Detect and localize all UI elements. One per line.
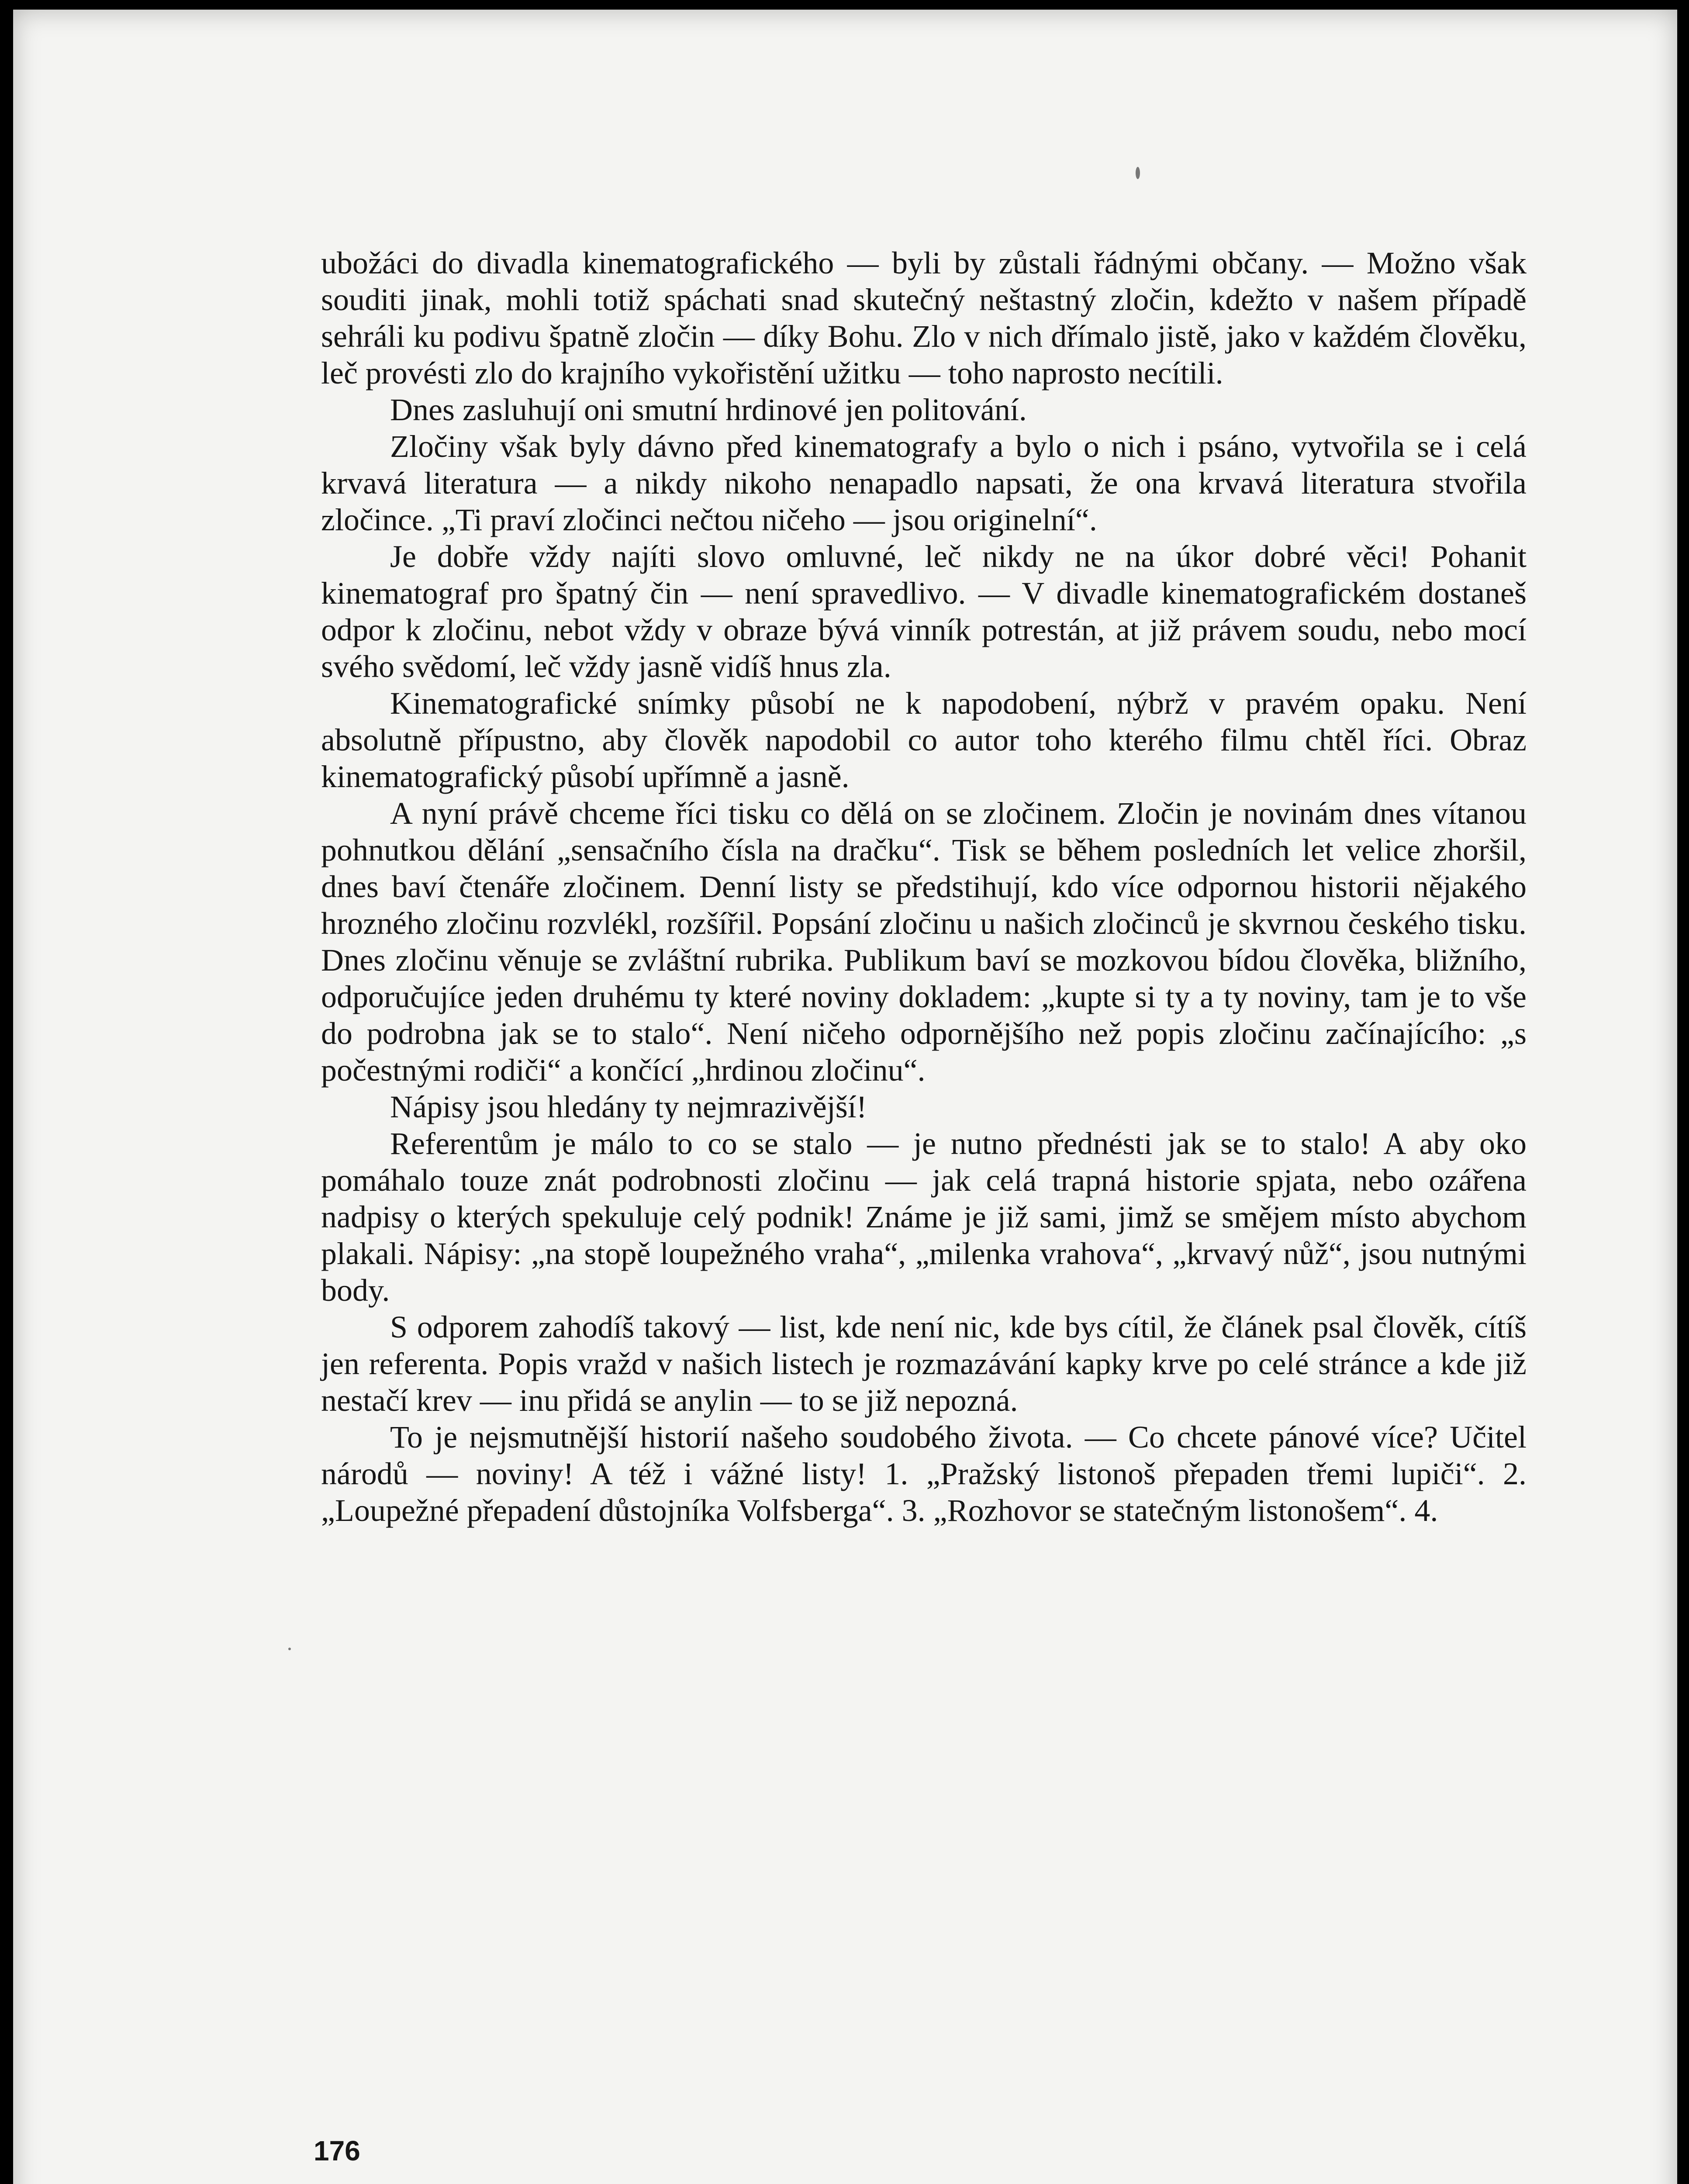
scanned-page (13, 10, 1677, 2184)
paragraph: Je dobře vždy najíti slovo omluvné, leč nikdy ne na úkor dobré věci! Pohanit kinematograf pro špatný čin — není spravedlivo. — V divadle kinematografickém dostaneš odpor k zločinu, nebot vždy v obraze bývá vinník potrestán, at již právem soudu, nebo mocí svého svědomí, leč vždy jasně vidíš hnus zla. (321, 539, 1527, 684)
paragraph: Zločiny však byly dávno před kinematografy a bylo o nich i psáno, vytvořila se i celá krvavá literatura — a nikdy nikoho nenapadlo napsati, že ona krvavá literatura stvořila zločince. „Ti praví zločinci nečtou ničeho — jsou originelní“. (321, 429, 1527, 537)
paragraph: S odporem zahodíš takový — list, kde není nic, kde bys cítil, že článek psal člověk, cítíš jen referenta. Popis vražd v našich listech je rozmazávání kapky krve po celé stránce a kde již nestačí krev — inu přidá se anylin — to se již nepozná. (321, 1310, 1527, 1418)
paragraph: ubožáci do divadla kinematografického — byli by zůstali řádnými občany. — Možno však souditi jinak, mohli totiž spáchati snad skutečný neštastný zločin, kdežto v našem případě sehráli ku podivu špatně zločin — díky Bohu. Zlo v nich dřímalo jistě, jako v každém člověku, leč provésti zlo do krajního vykořistění užitku — toho naprosto necítili. (321, 245, 1527, 390)
paper-speck (288, 1648, 291, 1650)
paragraph: Dnes zasluhují oni smutní hrdinové jen politování. (390, 392, 1027, 427)
paragraph: Referentům je málo to co se stalo — je nutno přednésti jak se to stalo! A aby oko pomáhalo touze znát podrobnosti zločinu — jak celá trapná historie spjata, nebo ozářena nadpisy o kterých spekuluje celý podnik! Známe je již sami, jimž se smějem místo abychom plakali. Nápisy: „na stopě loupežného vraha“, „milenka vrahova“, „krvavý nůž“, jsou nutnými body. (321, 1126, 1527, 1308)
paragraph: To je nejsmutnější historií našeho soudobého života. — Co chcete pánové více? Učitel národů — noviny! A též i vážné listy! 1. „Pražský listonoš přepaden třemi lupiči“. 2. „Loupežné přepadení důstojníka Volfsberga“. 3. „Rozhovor se statečným listonošem“. 4. (321, 1420, 1527, 1528)
paragraph: Kinematografické snímky působí ne k napodobení, nýbrž v pravém opaku. Není absolutně přípustno, aby člověk napodobil co autor toho kterého filmu chtěl říci. Obraz kinematografický působí upřímně a jasně. (321, 686, 1527, 794)
paper-speck (1136, 167, 1140, 179)
body-text (321, 245, 1527, 1529)
paragraph: A nyní právě chceme říci tisku co dělá on se zločinem. Zločin je novinám dnes vítanou pohnutkou dělání „sensačního čísla na dračku“. Tisk se během posledních let velice zhoršil, dnes baví čtenáře zločinem. Denní listy se předstihují, kdo více odpornou historii nějakého hrozného zločinu rozvlékl, rozšířil. Popsání zločinu u našich zločinců je skvrnou českého tisku. Dnes zločinu věnuje se zvláštní rubrika. Publikum baví se mozkovou bídou člověka, bližního, odporučujíce jeden druhému ty které noviny dokladem: „kupte si ty a ty noviny, tam je to vše do podrobna jak se to stalo“. Není ničeho odpornějšího než popis zločinu začínajícího: „s počestnými rodiči“ a končící „hrdinou zločinu“. (321, 796, 1527, 1088)
page-number: 176 (314, 2135, 360, 2167)
paragraph: Nápisy jsou hledány ty nejmrazivější! (390, 1089, 867, 1124)
